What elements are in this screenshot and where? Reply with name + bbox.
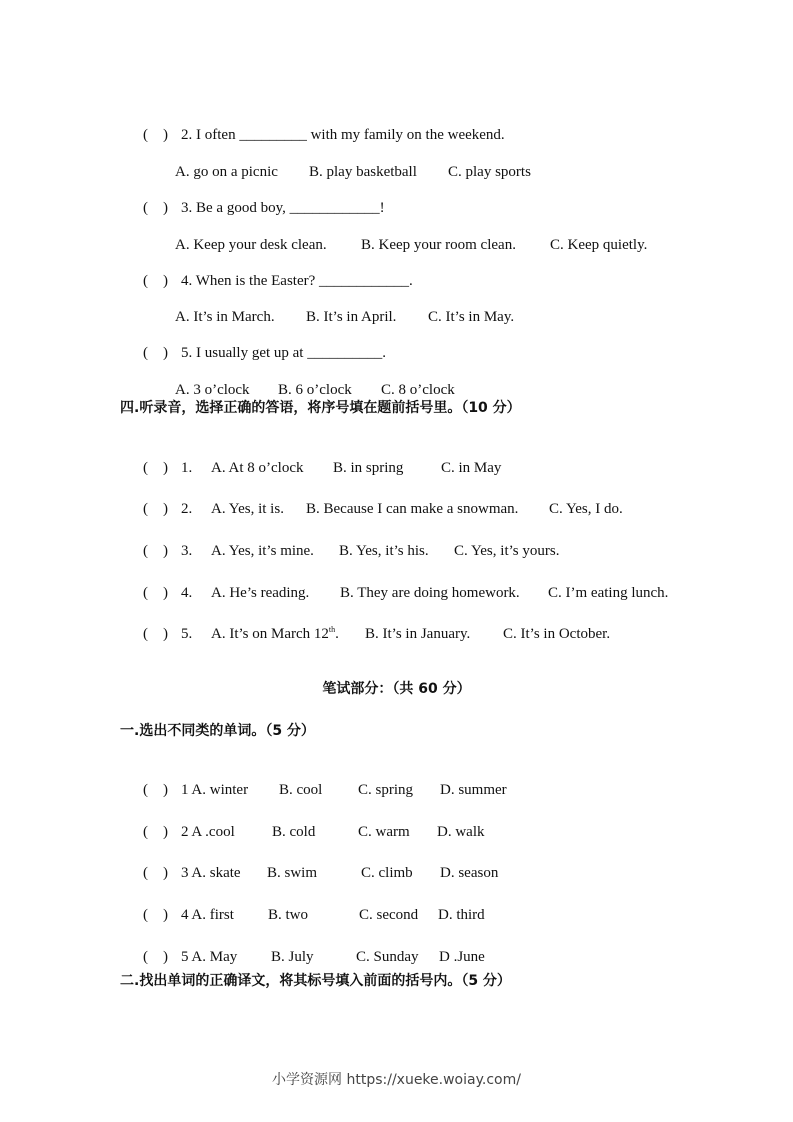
section-4-heading: 四.听录音，选择正确的答语，将序号填在题前括号里。（10 分） [120, 400, 521, 416]
option-a: A. go on a picnic [175, 164, 278, 180]
option-d: D. summer [440, 782, 507, 798]
option-a: A. He’s reading. [211, 585, 310, 601]
answer-paren: ( ) [143, 273, 168, 289]
option-a-text: A. It’s on March 12 [211, 626, 329, 642]
option-a: A. It’s in March. [175, 309, 275, 325]
answer-paren: ( ) [143, 543, 168, 559]
answer-paren: ( ) [143, 200, 168, 216]
option-c: C. warm [358, 824, 410, 840]
item-number: 2. [181, 501, 193, 517]
answer-paren: ( ) [143, 501, 168, 517]
option-c: C. play sports [448, 164, 531, 180]
option-b: B. play basketball [309, 164, 417, 180]
item-number: 5. [181, 626, 193, 642]
option-c: C. spring [358, 782, 414, 798]
site-footer: 小学资源网 https://xueke.woiay.com/ [272, 1072, 521, 1088]
question-text: 5. I usually get up at __________. [181, 345, 386, 361]
option-a [211, 625, 365, 643]
option-a: A. Keep your desk clean. [175, 237, 327, 253]
option-c: C. It’s in October. [503, 626, 611, 642]
ordinal-suffix: th [328, 625, 336, 634]
option-d: D .June [439, 949, 485, 965]
option-c: C. I’m eating lunch. [548, 585, 669, 601]
option-b: B. July [271, 949, 314, 965]
option-a-period: . [335, 626, 339, 642]
option-a: 4 A. first [181, 907, 234, 923]
option-a: A. Yes, it is. [211, 501, 284, 517]
option-c: C. It’s in May. [428, 309, 515, 325]
option-b: B. 6 o’clock [278, 382, 352, 398]
option-b: B. Yes, it’s his. [339, 543, 429, 559]
question-text: 4. When is the Easter? ____________. [181, 273, 413, 289]
option-a: 5 A. May [181, 949, 238, 965]
option-d: D. season [440, 865, 499, 881]
option-b: B. They are doing homework. [340, 585, 520, 601]
option-b: B. swim [267, 865, 318, 881]
answer-paren: ( ) [143, 626, 168, 642]
answer-paren: ( ) [143, 460, 168, 476]
option-c: C. Yes, it’s yours. [454, 543, 560, 559]
option-c: C. in May [441, 460, 502, 476]
option-b: B. cold [272, 824, 316, 840]
option-c: C. 8 o’clock [381, 382, 455, 398]
item-number: 3. [181, 543, 193, 559]
option-c: C. second [359, 907, 419, 923]
listening-item-5 [128, 607, 610, 661]
option-a: 3 A. skate [181, 865, 241, 881]
question-text: 3. Be a good boy, ____________! [181, 200, 385, 216]
option-d: D. third [438, 907, 485, 923]
option-a: A. 3 o’clock [175, 382, 250, 398]
item-number: 4. [181, 585, 193, 601]
option-c: C. Yes, I do. [549, 501, 623, 517]
answer-paren: ( ) [143, 782, 168, 798]
answer-paren: ( ) [143, 824, 168, 840]
option-b: B. It’s in April. [306, 309, 397, 325]
option-b: B. Keep your room clean. [361, 237, 516, 253]
option-b: B. cool [279, 782, 323, 798]
option-d: D. walk [437, 824, 485, 840]
option-a: 2 A .cool [181, 824, 235, 840]
option-b: B. two [268, 907, 309, 923]
option-b: B. Because I can make a snowman. [306, 501, 519, 517]
answer-paren: ( ) [143, 345, 168, 361]
option-c: C. Keep quietly. [550, 237, 648, 253]
answer-paren: ( ) [143, 585, 168, 601]
answer-paren: ( ) [143, 865, 168, 881]
option-b: B. in spring [333, 460, 404, 476]
written-1-heading: 一.选出不同类的单词。（5 分） [120, 723, 315, 739]
option-a: A. At 8 o’clock [211, 460, 304, 476]
written-2-heading: 二.找出单词的正确译文，将其标号填入前面的括号内。（5 分） [120, 973, 511, 989]
item-number: 1. [181, 460, 193, 476]
option-b: B. It’s in January. [365, 626, 471, 642]
answer-paren: ( ) [143, 127, 168, 143]
option-a: 1 A. winter [181, 782, 249, 798]
written-part-title: 笔试部分：（共 60 分） [322, 681, 471, 697]
answer-paren: ( ) [143, 949, 168, 965]
option-a: A. Yes, it’s mine. [211, 543, 314, 559]
option-c: C. climb [361, 865, 413, 881]
answer-paren: ( ) [143, 907, 168, 923]
question-text: 2. I often _________ with my family on the weekend. [181, 127, 505, 143]
option-c: C. Sunday [356, 949, 419, 965]
